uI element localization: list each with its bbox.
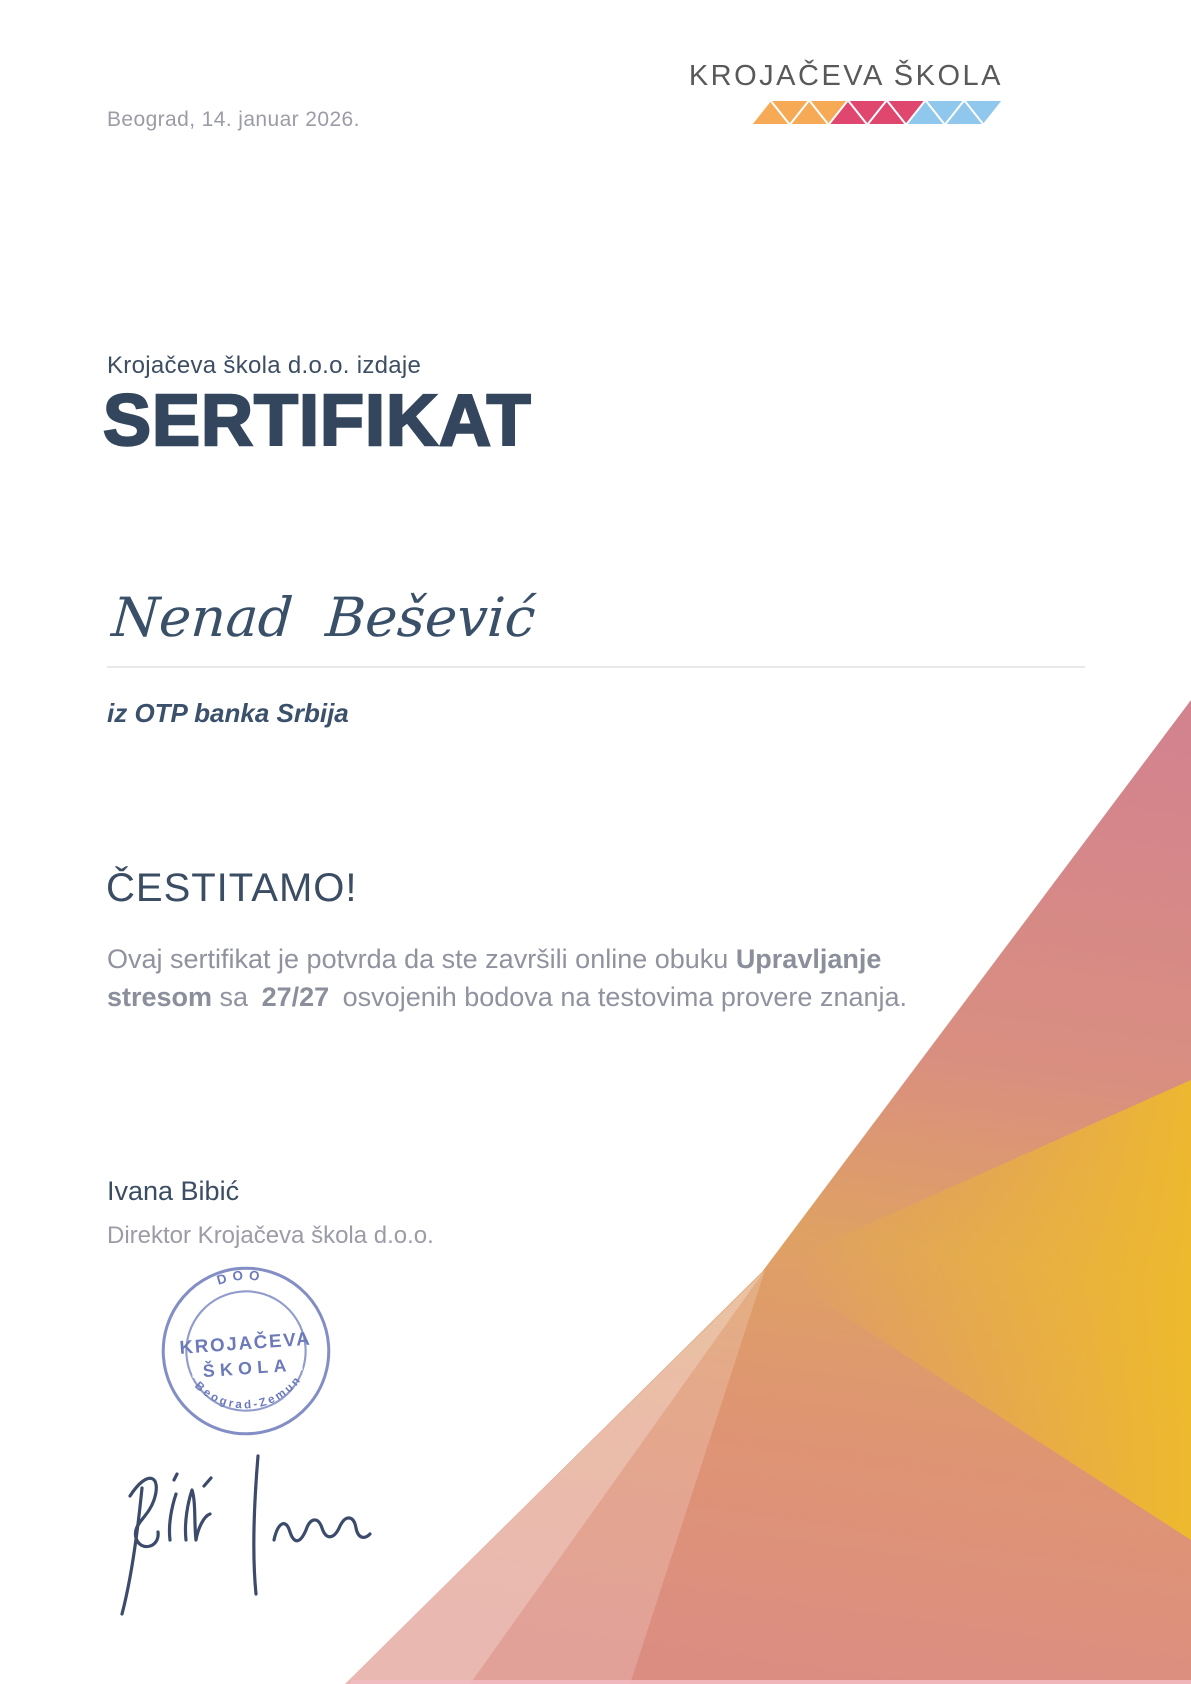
name-underline-rule bbox=[107, 666, 1085, 668]
logo-triangle-band-icon bbox=[751, 100, 1003, 125]
company-stamp bbox=[144, 1256, 348, 1447]
school-logo bbox=[689, 60, 1003, 125]
certificate-body-text bbox=[107, 940, 952, 1016]
certificate-title: SERTIFIKAT bbox=[103, 381, 532, 461]
recipient-organization: iz OTP banka Srbija bbox=[107, 698, 349, 728]
course-name: Upravljanje stresom bbox=[107, 944, 882, 1012]
congrats-heading: ČESTITAMO! bbox=[106, 866, 358, 910]
body-text-after: osvojenih bodova na testovima provere znanja. bbox=[335, 982, 908, 1012]
stamp-name-line1: KROJAČEVA bbox=[178, 1327, 312, 1358]
stamp-bottom-text: Beograd-Zemun bbox=[192, 1373, 305, 1412]
score-value: 27/27 bbox=[261, 982, 330, 1012]
stamp-top-text: DOO bbox=[215, 1267, 266, 1288]
stamp-name-line2: ŠKOLA bbox=[202, 1355, 293, 1382]
signatory-name: Ivana Bibić bbox=[107, 1176, 240, 1206]
recipient-name: Nenad Bešević bbox=[109, 586, 538, 649]
school-logo-text: KROJAČEVA ŠKOLA bbox=[688, 60, 1003, 92]
body-text-before: Ovaj sertifikat je potvrda da ste završili online obuku bbox=[107, 944, 736, 974]
issuer-line: Krojačeva škola d.o.o. izdaje bbox=[107, 352, 422, 379]
date-location-line: Beograd, 14. januar 2026. bbox=[107, 108, 360, 131]
body-text-middle: sa bbox=[212, 982, 256, 1012]
signatory-title: Direktor Krojačeva škola d.o.o. bbox=[107, 1222, 434, 1249]
svg-text:DOO bbox=[215, 1266, 267, 1288]
signature-handwriting bbox=[108, 1444, 378, 1629]
